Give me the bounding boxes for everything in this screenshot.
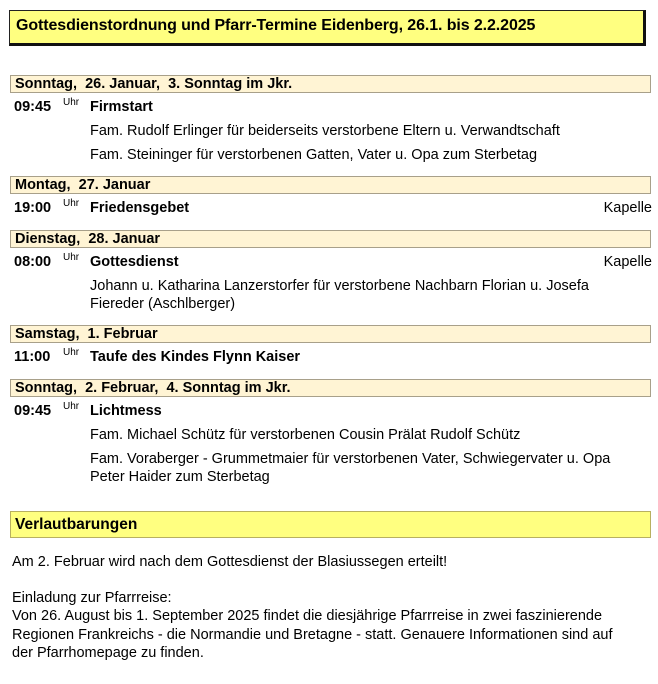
event-title: Taufe des Kindes Flynn Kaiser <box>90 349 301 365</box>
event-unit: Uhr <box>63 252 80 263</box>
page-title: Gottesdienstordnung und Pfarr-Termine Eidenberg, 26.1. bis 2.2.2025 <box>16 17 536 34</box>
event-time: 08:00 <box>14 254 52 270</box>
event-time: 19:00 <box>14 200 52 216</box>
event-time: 11:00 <box>14 349 51 365</box>
notices-header <box>10 511 651 538</box>
intention-text: Fam. Michael Schütz für verstorbenen Cousin Prälat Rudolf Schütz <box>90 427 521 443</box>
notices-header-label: Verlautbarungen <box>15 516 138 533</box>
event-title: Firmstart <box>90 99 153 115</box>
day-header <box>10 230 651 248</box>
event-unit: Uhr <box>63 97 80 108</box>
title-box <box>9 10 646 46</box>
event-unit: Uhr <box>63 401 80 412</box>
day-header-label: Dienstag, 28. Januar <box>15 231 161 247</box>
event-location: Kapelle <box>603 254 652 270</box>
event-location: Kapelle <box>603 200 652 216</box>
event-title: Gottesdienst <box>90 254 179 270</box>
event-title: Lichtmess <box>90 403 162 419</box>
day-header-label: Samstag, 1. Februar <box>15 326 158 342</box>
day-header-label: Montag, 27. Januar <box>15 177 151 193</box>
event-unit: Uhr <box>63 198 80 209</box>
day-header <box>10 75 651 93</box>
notice-paragraph: Am 2. Februar wird nach dem Gottesdienst der Blasiussegen erteilt! <box>12 554 448 570</box>
day-header <box>10 176 651 194</box>
notice-paragraph: Einladung zur Pfarrreise: <box>12 590 172 606</box>
day-header <box>10 325 651 343</box>
intention-text: Johann u. Katharina Lanzerstorfer für verstorbene Nachbarn Florian u. Josefa Fiereder (Aschlberger) <box>90 278 589 312</box>
event-title: Friedensgebet <box>90 200 190 216</box>
notice-paragraph: Von 26. August bis 1. September 2025 findet die diesjährige Pfarrreise in zwei faszinierende Regionen Frankreichs - die Normandie und Bretagne - statt. Genauere Informationen sind auf der Pfarrhomepage zu finden. <box>12 608 613 661</box>
event-time: 09:45 <box>14 99 52 115</box>
day-header <box>10 379 651 397</box>
day-header-label: Sonntag, 26. Januar, 3. Sonntag im Jkr. <box>15 76 293 92</box>
intention-text: Fam. Rudolf Erlinger für beiderseits verstorbene Eltern u. Verwandtschaft <box>90 123 560 139</box>
intention-text: Fam. Steininger für verstorbenen Gatten, Vater u. Opa zum Sterbetag <box>90 147 538 163</box>
intention-text: Fam. Voraberger - Grummetmaier für verstorbenen Vater, Schwiegervater u. Opa Peter Haider zum Sterbetag <box>90 451 611 485</box>
event-unit: Uhr <box>63 347 80 358</box>
day-header-label: Sonntag, 2. Februar, 4. Sonntag im Jkr. <box>15 380 291 396</box>
event-time: 09:45 <box>14 403 52 419</box>
